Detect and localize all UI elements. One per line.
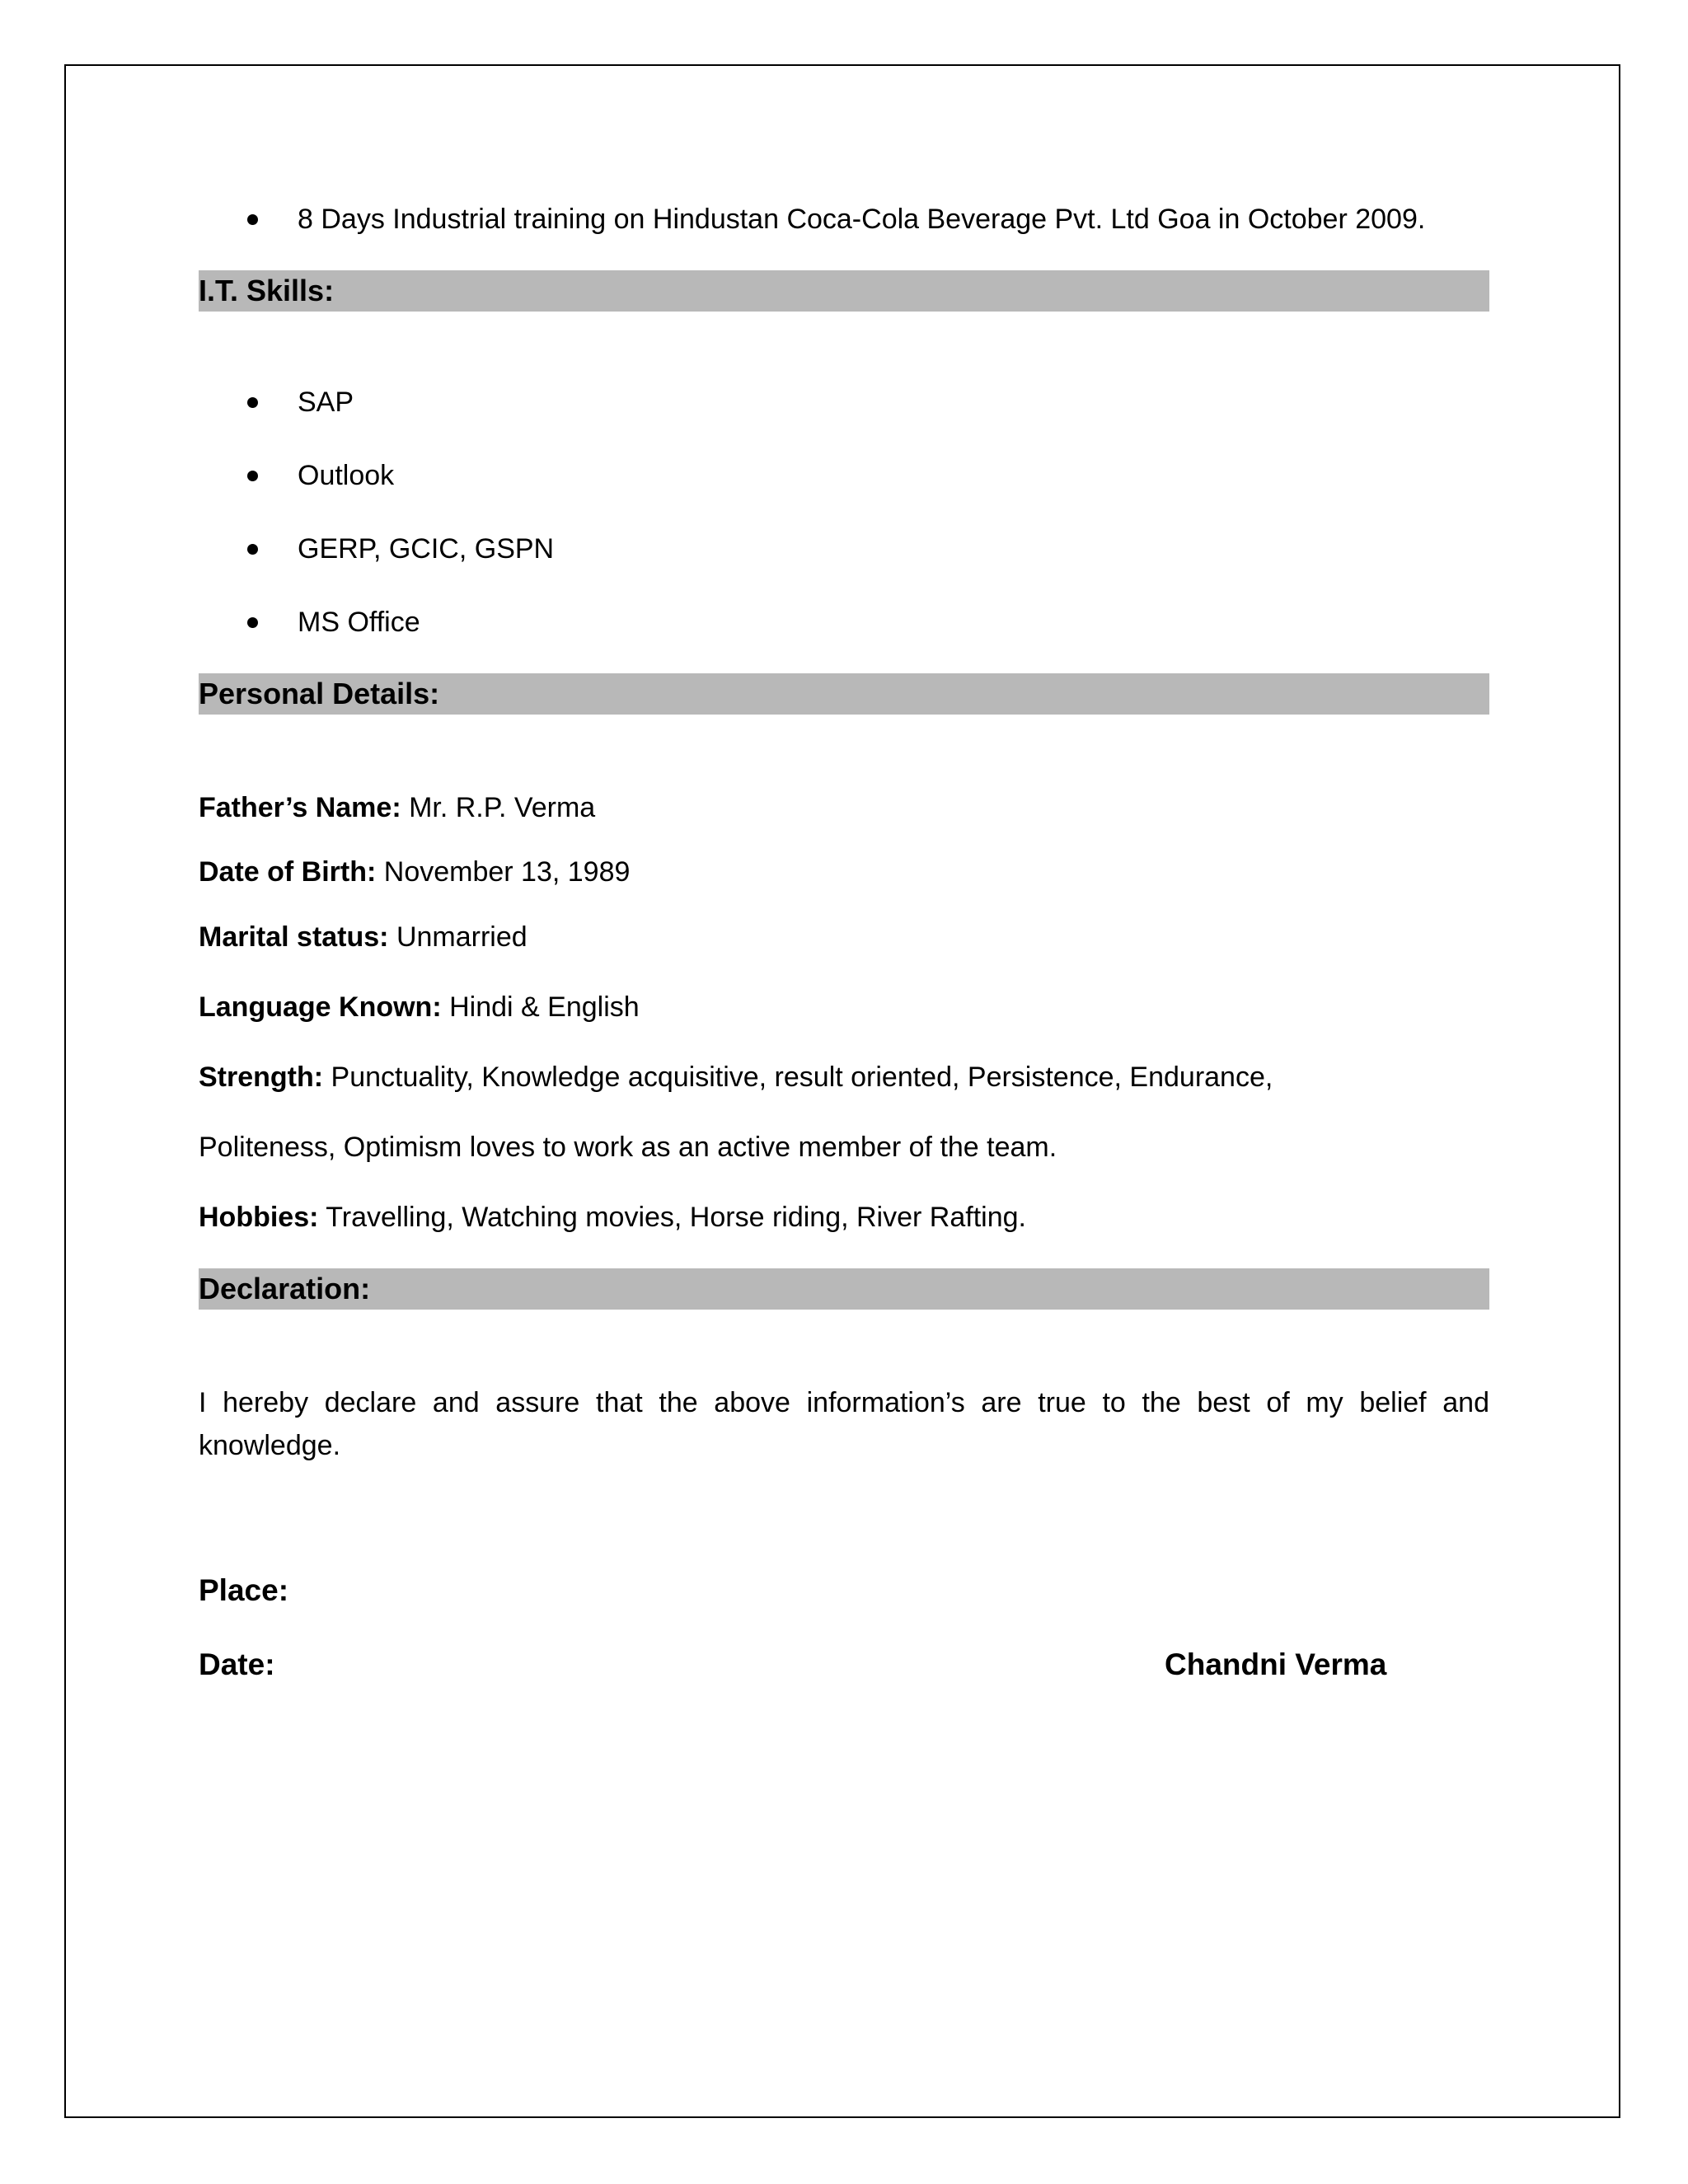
marital-status-value: Unmarried (388, 921, 528, 953)
language-row (199, 991, 640, 1024)
date-label: Date: (199, 1647, 275, 1681)
bullet-icon (247, 214, 258, 225)
marital-status-label: Marital status: (199, 921, 389, 953)
hobbies-label: Hobbies: (199, 1202, 319, 1233)
list-item-skill (199, 606, 1489, 642)
strength-row (199, 1061, 1273, 1094)
bullet-icon (247, 397, 258, 408)
fathers-name-value: Mr. R.P. Verma (401, 792, 596, 823)
dob-label: Date of Birth: (199, 856, 377, 888)
bullet-icon (247, 544, 258, 555)
section-heading-label: I.T. Skills: (199, 274, 335, 307)
strength-continued: Politeness, Optimism loves to work as an active member of the team. (199, 1132, 1057, 1163)
language-label: Language Known: (199, 991, 442, 1023)
strength-value: Punctuality, Knowledge acquisitive, result oriented, Persistence, Endurance, (323, 1062, 1273, 1093)
list-item-skill (199, 386, 1489, 422)
resume-page-content (199, 0, 1489, 2184)
training-item-text: 8 Days Industrial training on Hindustan Coca-Cola Beverage Pvt. Ltd Goa in October 2009. (298, 204, 1426, 235)
fathers-name-row (199, 791, 595, 824)
skill-text: SAP (298, 387, 354, 418)
bullet-icon (247, 617, 258, 628)
section-heading-it-skills (199, 270, 1489, 312)
bullet-icon (247, 471, 258, 481)
section-heading-label: Declaration: (199, 1272, 371, 1305)
list-item-training (199, 203, 1489, 239)
hobbies-row (199, 1201, 1026, 1234)
skill-text: GERP, GCIC, GSPN (298, 533, 555, 565)
strength-label: Strength: (199, 1062, 324, 1093)
dob-value: November 13, 1989 (376, 856, 631, 888)
dob-row (199, 855, 630, 888)
signatory-name: Chandni Verma (1165, 1647, 1387, 1681)
marital-status-row (199, 921, 528, 954)
language-value: Hindi & English (441, 991, 640, 1023)
fathers-name-label: Father’s Name: (199, 792, 401, 823)
declaration-text: I hereby declare and assure that the above information’s are true to the best of my belief and knowledge. (199, 1387, 1489, 1461)
section-heading-personal-details (199, 673, 1489, 715)
list-item-skill (199, 532, 1489, 569)
list-item-skill (199, 459, 1489, 495)
section-heading-declaration (199, 1268, 1489, 1310)
section-heading-label: Personal Details: (199, 677, 440, 710)
skill-text: MS Office (298, 607, 420, 638)
hobbies-value: Travelling, Watching movies, Horse riding, River Rafting. (318, 1202, 1026, 1233)
skill-text: Outlook (298, 460, 395, 491)
place-label: Place: (199, 1573, 289, 1607)
